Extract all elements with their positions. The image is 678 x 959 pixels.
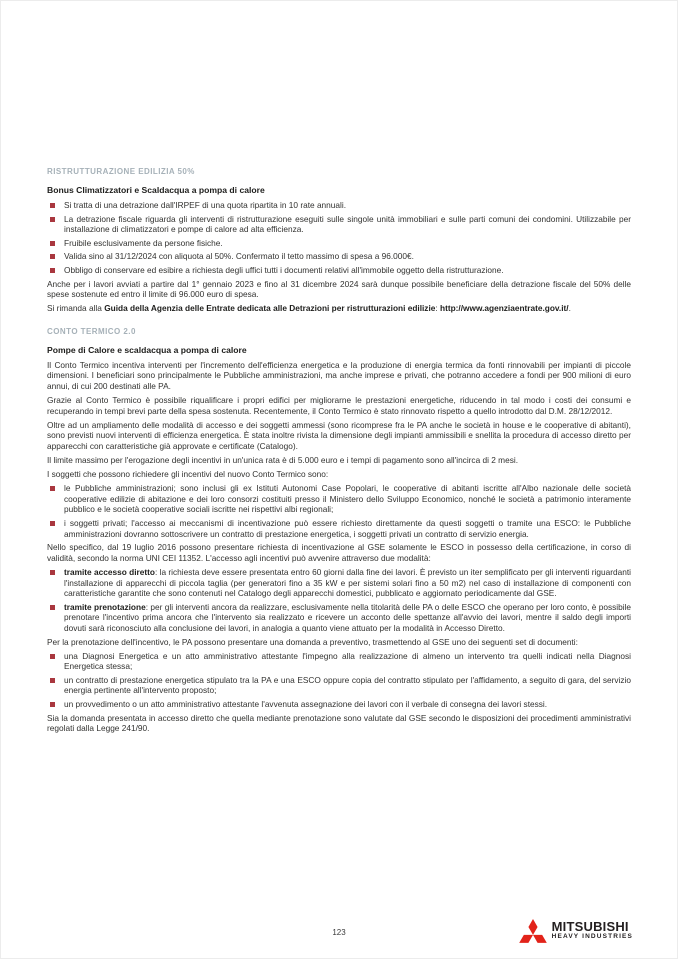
- logo-brand: MITSUBISHI: [551, 919, 629, 934]
- text-segment: Valida sino al 31/12/2024 con aliquota al 50%. Confermato il tetto massimo di spesa a 96.000€.: [64, 251, 414, 262]
- list-item-text: [64, 518, 631, 539]
- text-segment: Si rimanda alla: [47, 303, 105, 314]
- list-item: [47, 602, 631, 634]
- paragraph: [47, 637, 631, 648]
- text-segment: : la richiesta deve essere presentata entro 60 giorni dalla fine dei lavori. È previsto un iter semplificato per gli interventi riguardanti l'installazione di apparecchi di piccola taglia (per generatori fino a 35 kW e per sistemi solari fino a 50 m2) nel caso di installazione di componenti con caratteristiche garantite che sono contenuti nel Catalogo degli apparecchi domestici, pubblicato e aggiornato periodicamente dal GSE.: [64, 566, 631, 599]
- paragraph: [47, 469, 631, 480]
- list-item-text: [64, 214, 631, 235]
- list-item-text: [64, 651, 631, 672]
- text-segment: Fruibile esclusivamente da persone fisiche.: [64, 237, 223, 248]
- list-item: [47, 200, 631, 211]
- paragraph: [47, 420, 631, 452]
- text-segment: tramite prenotazione: [64, 601, 146, 612]
- text-segment: Si tratta di una detrazione dall'IRPEF di una quota ripartita in 10 rate annuali.: [64, 200, 347, 210]
- bullet-square-icon: [50, 254, 55, 259]
- list-item: [47, 251, 631, 262]
- logo-tagline: HEAVY INDUSTRIES: [551, 933, 633, 940]
- section-subtitle: Pompe di Calore e scaldacqua a pompa di calore: [47, 344, 247, 355]
- paragraph: [47, 713, 631, 734]
- text-segment: La detrazione fiscale riguarda gli interventi di ristrutturazione eseguiti sulle singole unità immobiliari e sulle parti comuni dei condomini. Utilizzabile per installazione di climatizzatori e pompe di calore ad alta efficienza.: [64, 213, 631, 235]
- text-segment: Nello specifico, dal 19 luglio 2016 possono presentare richiesta di incentivazione al GSE solamente le ESCO in possesso della certificazione, in corso di validità, secondo la norma UNI CEI 11352. L'accesso agli incentivi può avvenire attraverso due modalità:: [47, 542, 631, 563]
- text-segment: una Diagnosi Energetica e un atto amministrativo attestante l'impegno alla realizzazione di almeno un intervento tra quelli indicati nella Diagnosi Energetica stessa;: [64, 650, 631, 672]
- bullet-square-icon: [50, 702, 55, 707]
- bullet-square-icon: [50, 605, 55, 610]
- text-segment: Anche per i lavori avviati a partire dal 1° gennaio 2023 e fino al 31 dicembre 2024 sarà dunque possibile beneficiare della detrazione fiscale del 50% delle spese sostenute ed entro il limite di 96.000 euro di spesa.: [47, 278, 631, 300]
- list-item: [47, 518, 631, 539]
- bullet-square-icon: [50, 241, 55, 246]
- text-segment: :: [435, 303, 440, 314]
- paragraph: [47, 542, 631, 563]
- text-segment: i soggetti privati; l'accesso ai meccanismi di incentivazione può essere richiesto direttamente da questi soggetti o tramite una ESCO: le Pubbliche amministrazioni dovranno sottoscrivere un contratto di prestazione energetica, i soggetti privati un contratto di servizio energia.: [64, 518, 631, 539]
- text-segment: .: [568, 303, 571, 314]
- list-item: [47, 651, 631, 672]
- text-segment: I soggetti che possono richiedere gli incentivi del nuovo Conto Termico sono:: [47, 469, 329, 480]
- list-item-text: [64, 567, 631, 599]
- paragraph: [47, 395, 631, 416]
- text-segment: le Pubbliche amministrazioni; sono inclusi gli ex Istituti Autonomi Case Popolari, le cooperative di abitanti iscritte all'Albo nazionale delle società cooperative edilizie di abitazione e dei loro consorzi costituiti presso il Ministero dello Sviluppo Economico, nonché le società a patrimonio interamente pubblico e le società cooperative sociali iscritte nei rispettivi albi regionali;: [64, 483, 631, 515]
- text-segment: : per gli interventi ancora da realizzare, esclusivamente nella titolarità delle PA o delle ESCO che operano per loro conto, è possibile prenotare l'incentivo prima ancora che l'intervento sia realizzato e ricevere un acconto delle spettanze all'avvio dei lavori, mentre il saldo degli importi dovuti sarà riconosciuto alla conclusione dei lavori, in analogia a quanto viene attuato per la modalità in Accesso Diretto.: [64, 601, 631, 633]
- list-item: [47, 675, 631, 696]
- list-item-text: [64, 602, 631, 634]
- list-item: [47, 483, 631, 515]
- section-title: CONTO TERMICO 2.0: [47, 326, 136, 336]
- text-segment: Sia la domanda presentata in accesso diretto che quella mediante prenotazione sono valutate dal GSE secondo le disposizioni dei procedimenti amministrativi regolati dalla Legge 241/90.: [47, 712, 631, 734]
- text-segment: Il limite massimo per l'erogazione degli incentivi in un'unica rata è di 5.000 euro e i tempi di pagamento sono all'incirca di 2 mesi.: [47, 455, 519, 466]
- text-segment: tramite accesso diretto: [64, 566, 155, 577]
- list-item: [47, 567, 631, 599]
- list-item: [47, 265, 631, 276]
- bullet-square-icon: [50, 203, 55, 208]
- text-segment: Il Conto Termico incentiva interventi per l'incremento dell'efficienza energetica e la produzione di energia termica da fonti rinnovabili per impianti di piccole dimensioni. I beneficiari sono principalmente le Pubbliche amministrazioni, ma anche imprese e privati, che potranno accedere a fondi per 900 milioni di euro annui, di cui 200 destinati alle PA.: [47, 359, 631, 392]
- list-item-text: [64, 483, 631, 515]
- bullet-square-icon: [50, 678, 55, 683]
- text-segment: Grazie al Conto Termico è possibile riqualificare i propri edifici per migliorarne le prestazioni energetiche, riducendo in tal modo i costi dei consumi e recuperando in tempi brevi parte della spesa sostenuta. Recentemente, il Conto Termico è stato rinnovato rispetto a quello introdotto dal D.M. 28/12/2012.: [47, 395, 631, 416]
- section-subtitle: Bonus Climatizzatori e Scaldacqua a pompa di calore: [47, 185, 265, 195]
- list-item-text: [64, 251, 631, 262]
- list-item-text: [64, 699, 631, 710]
- text-segment: Guida della Agenzia delle Entrate dedicata alle Detrazioni per ristrutturazioni edilizie: [104, 303, 436, 314]
- mitsubishi-logo: [519, 919, 633, 943]
- bullet-square-icon: [50, 217, 55, 222]
- list-item-text: [64, 238, 631, 249]
- document-body: [47, 167, 631, 737]
- list-item-text: [64, 200, 631, 211]
- list-item: [47, 214, 631, 235]
- bullet-square-icon: [50, 654, 55, 659]
- text-segment: un provvedimento o un atto amministrativo attestante l'avvenuta assegnazione dei lavori con il verbale di consegna dei lavori stessi.: [64, 698, 548, 709]
- bullet-square-icon: [50, 570, 55, 575]
- list-item-text: [64, 675, 631, 696]
- text-segment: Obbligo di conservare ed esibire a richiesta degli uffici tutti i documenti relativi all'immobile oggetto della ristrutturazione.: [64, 264, 504, 275]
- bullet-square-icon: [50, 268, 55, 273]
- section-title: RISTRUTTURAZIONE EDILIZIA 50%: [47, 167, 195, 176]
- paragraph: [47, 279, 631, 300]
- paragraph: [47, 360, 631, 392]
- text-segment: un contratto di prestazione energetica stipulato tra la PA e una ESCO oppure copia del contratto stipulato per l'affidamento, a seguito di gara, del servizio energia pertinente all'intervento proposto;: [64, 674, 631, 696]
- page-number: 123: [332, 928, 346, 937]
- bullet-square-icon: [50, 521, 55, 526]
- agenzia-entrate-url: http://www.agenziaentrate.gov.it/: [440, 303, 569, 314]
- paragraph: [47, 303, 631, 314]
- mitsubishi-three-diamonds-icon: [519, 919, 547, 943]
- bullet-square-icon: [50, 486, 55, 491]
- paragraph: [47, 455, 631, 466]
- logo-text: [552, 921, 633, 941]
- list-item-text: [64, 265, 631, 276]
- list-item: [47, 699, 631, 710]
- text-segment: Oltre ad un ampliamento delle modalità di accesso e dei soggetti ammessi (sono ricomprese fra le PA anche le società in house e le cooperative di abitanti), sono previsti nuovi interventi di efficienza energetica. È stata inoltre rivista la dimensione degli impianti ammissibili e snellita la procedura di accesso diretto per apparecchi con caratteristiche già approvate e certificate (Catalogo).: [47, 419, 631, 451]
- list-item: [47, 238, 631, 249]
- section-conto-termico: [47, 327, 631, 734]
- text-segment: Per la prenotazione dell'incentivo, le PA possono presentare una domanda a preventivo, trasmettendo al GSE uno dei seguenti set di documenti:: [47, 636, 578, 647]
- section-ristrutturazione-edilizia: [47, 167, 631, 314]
